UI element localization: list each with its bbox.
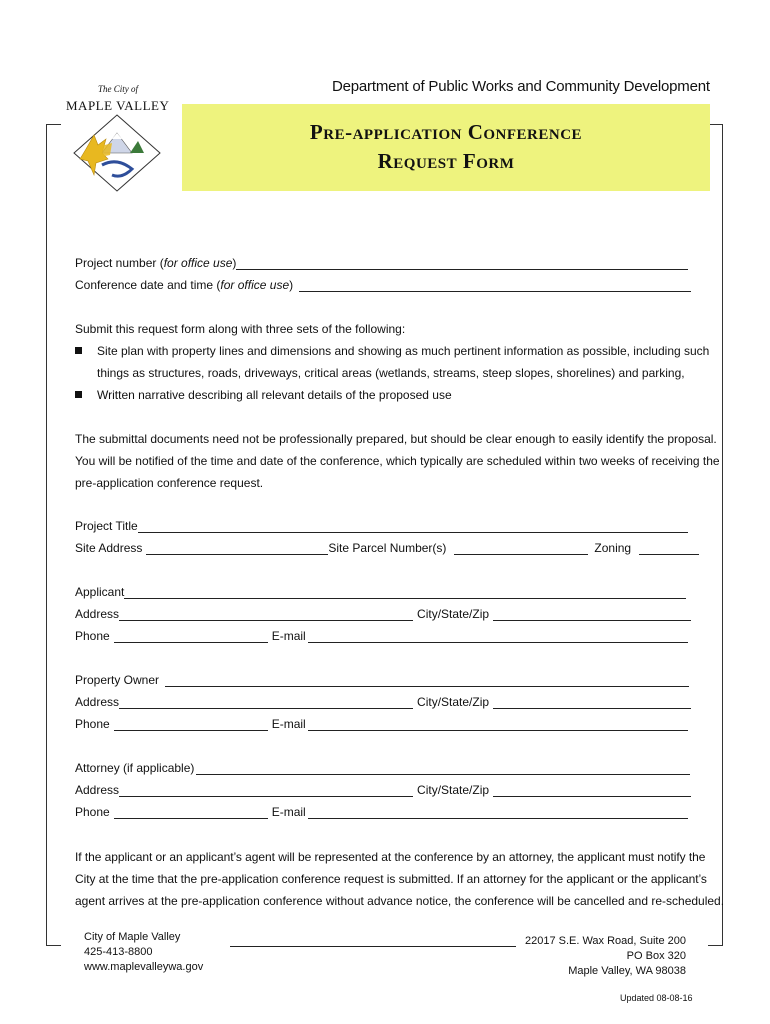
- owner-email-label: E-mail: [271, 717, 306, 731]
- page-frame-right: [708, 124, 723, 946]
- conference-date-label: Conference date and time (: [75, 278, 221, 292]
- applicant-label: Applicant: [75, 585, 125, 599]
- footer-city-state: Maple Valley, WA 98038: [568, 965, 686, 977]
- applicant-phone-label: Phone: [75, 629, 110, 643]
- applicant-row: [75, 583, 686, 599]
- zoning-field[interactable]: [639, 542, 699, 555]
- footer-po-box: PO Box 320: [626, 950, 686, 962]
- applicant-city-field[interactable]: [493, 608, 691, 621]
- applicant-field[interactable]: [124, 586, 686, 599]
- conference-office-note: for office use: [220, 278, 290, 292]
- city-logo-emblem: [72, 113, 162, 196]
- attorney-email-field[interactable]: [308, 806, 688, 819]
- attorney-address-row: [75, 781, 691, 797]
- owner-field[interactable]: [165, 674, 689, 687]
- owner-address-field[interactable]: [119, 696, 413, 709]
- applicant-address-field[interactable]: [119, 608, 413, 621]
- footer-city-name: City of Maple Valley: [84, 931, 181, 943]
- applicant-city-label: City/State/Zip: [417, 607, 490, 621]
- form-title-line2: Request Form: [377, 149, 515, 173]
- project-title-field[interactable]: [138, 520, 688, 533]
- submittal-para-line3: pre-application conference request.: [75, 476, 264, 490]
- owner-city-label: City/State/Zip: [417, 695, 490, 709]
- attorney-phone-label: Phone: [75, 805, 110, 819]
- footer-phone: 425-413-8800: [84, 946, 153, 958]
- submit-instructions: Submit this request form along with three sets of the following:: [75, 322, 406, 336]
- zoning-label: Zoning: [594, 541, 632, 555]
- owner-phone-field[interactable]: [114, 718, 268, 731]
- project-number-close: ): [232, 256, 237, 270]
- footer-street: 22017 S.E. Wax Road, Suite 200: [524, 935, 686, 947]
- attorney-address-label: Address: [75, 783, 120, 797]
- applicant-address-label: Address: [75, 607, 120, 621]
- attorney-city-field[interactable]: [493, 784, 691, 797]
- conference-date-field[interactable]: [299, 279, 691, 292]
- project-number-label: Project number (: [75, 256, 164, 270]
- submittal-para-line1: The submittal documents need not be professionally prepared, but should be clear enough to easily identify the proposal.: [75, 432, 717, 446]
- project-number-field[interactable]: [236, 257, 688, 270]
- project-number-office-note: for office use: [163, 256, 233, 270]
- site-address-field[interactable]: [146, 542, 328, 555]
- applicant-address-row: [75, 605, 691, 621]
- owner-address-label: Address: [75, 695, 120, 709]
- applicant-email-label: E-mail: [271, 629, 306, 643]
- logo-city-of: The City of: [98, 84, 138, 94]
- owner-row: [75, 671, 689, 687]
- owner-city-field[interactable]: [493, 696, 691, 709]
- bullet-icon: [75, 391, 82, 398]
- bullet-site-plan-line1: Site plan with property lines and dimensions and showing as much pertinent information as possible, including such: [97, 344, 710, 358]
- project-title-label: Project Title: [75, 519, 138, 533]
- attorney-label: Attorney (if applicable): [75, 761, 195, 775]
- parcel-field[interactable]: [454, 542, 588, 555]
- bullet-narrative: Written narrative describing all relevant details of the proposed use: [97, 388, 452, 402]
- owner-phone-label: Phone: [75, 717, 110, 731]
- form-title-line1: Pre-application Conference: [309, 120, 583, 144]
- page-frame-left: [46, 124, 61, 946]
- form-title-box: [182, 104, 710, 191]
- footer-divider: [230, 946, 516, 947]
- parcel-label: Site Parcel Number(s): [328, 541, 447, 555]
- applicant-phone-field[interactable]: [114, 630, 268, 643]
- project-title-row: [75, 517, 688, 533]
- attorney-email-label: E-mail: [271, 805, 306, 819]
- attorney-city-label: City/State/Zip: [417, 783, 490, 797]
- footer-website: www.maplevalleywa.gov: [84, 961, 204, 973]
- bullet-site-plan-line2: things as structures, roads, driveways, critical areas (wetlands, streams, steep slopes, shorelines) and parking,: [97, 366, 685, 380]
- submittal-para-line2: You will be notified of the time and date of the conference, which typically are scheduled within two weeks of receiving the: [75, 454, 720, 468]
- attorney-notice-line2: City at the time that the pre-application conference request is submitted. If an attorney for the applicant or the applicant’s: [75, 872, 707, 886]
- attorney-field[interactable]: [196, 762, 690, 775]
- site-address-row: [75, 539, 699, 555]
- site-address-label: Site Address: [75, 541, 143, 555]
- attorney-notice-line1: If the applicant or an applicant’s agent will be represented at the conference by an attorney, the applicant must notify the: [75, 850, 706, 864]
- footer-address: [520, 934, 686, 979]
- attorney-phone-field[interactable]: [114, 806, 268, 819]
- attorney-phone-row: [75, 803, 688, 819]
- owner-phone-row: [75, 715, 688, 731]
- bullet-icon: [75, 347, 82, 354]
- attorney-row: [75, 759, 690, 775]
- owner-email-field[interactable]: [308, 718, 688, 731]
- conference-date-row: [75, 276, 691, 292]
- logo-city-name: MAPLE VALLEY: [66, 98, 170, 113]
- department-heading: Department of Public Works and Community Development: [332, 78, 710, 95]
- conference-close: ): [289, 278, 294, 292]
- project-number-row: [75, 254, 688, 270]
- attorney-notice-line3: agent arrives at the pre-application conference without advance notice, the conference will be cancelled and re-scheduled.: [75, 894, 725, 908]
- applicant-email-field[interactable]: [308, 630, 688, 643]
- updated-date: Updated 08-08-16: [620, 993, 693, 1003]
- applicant-phone-row: [75, 627, 688, 643]
- attorney-address-field[interactable]: [119, 784, 413, 797]
- footer-city-contact: [84, 930, 203, 975]
- owner-label: Property Owner: [75, 673, 160, 687]
- owner-address-row: [75, 693, 691, 709]
